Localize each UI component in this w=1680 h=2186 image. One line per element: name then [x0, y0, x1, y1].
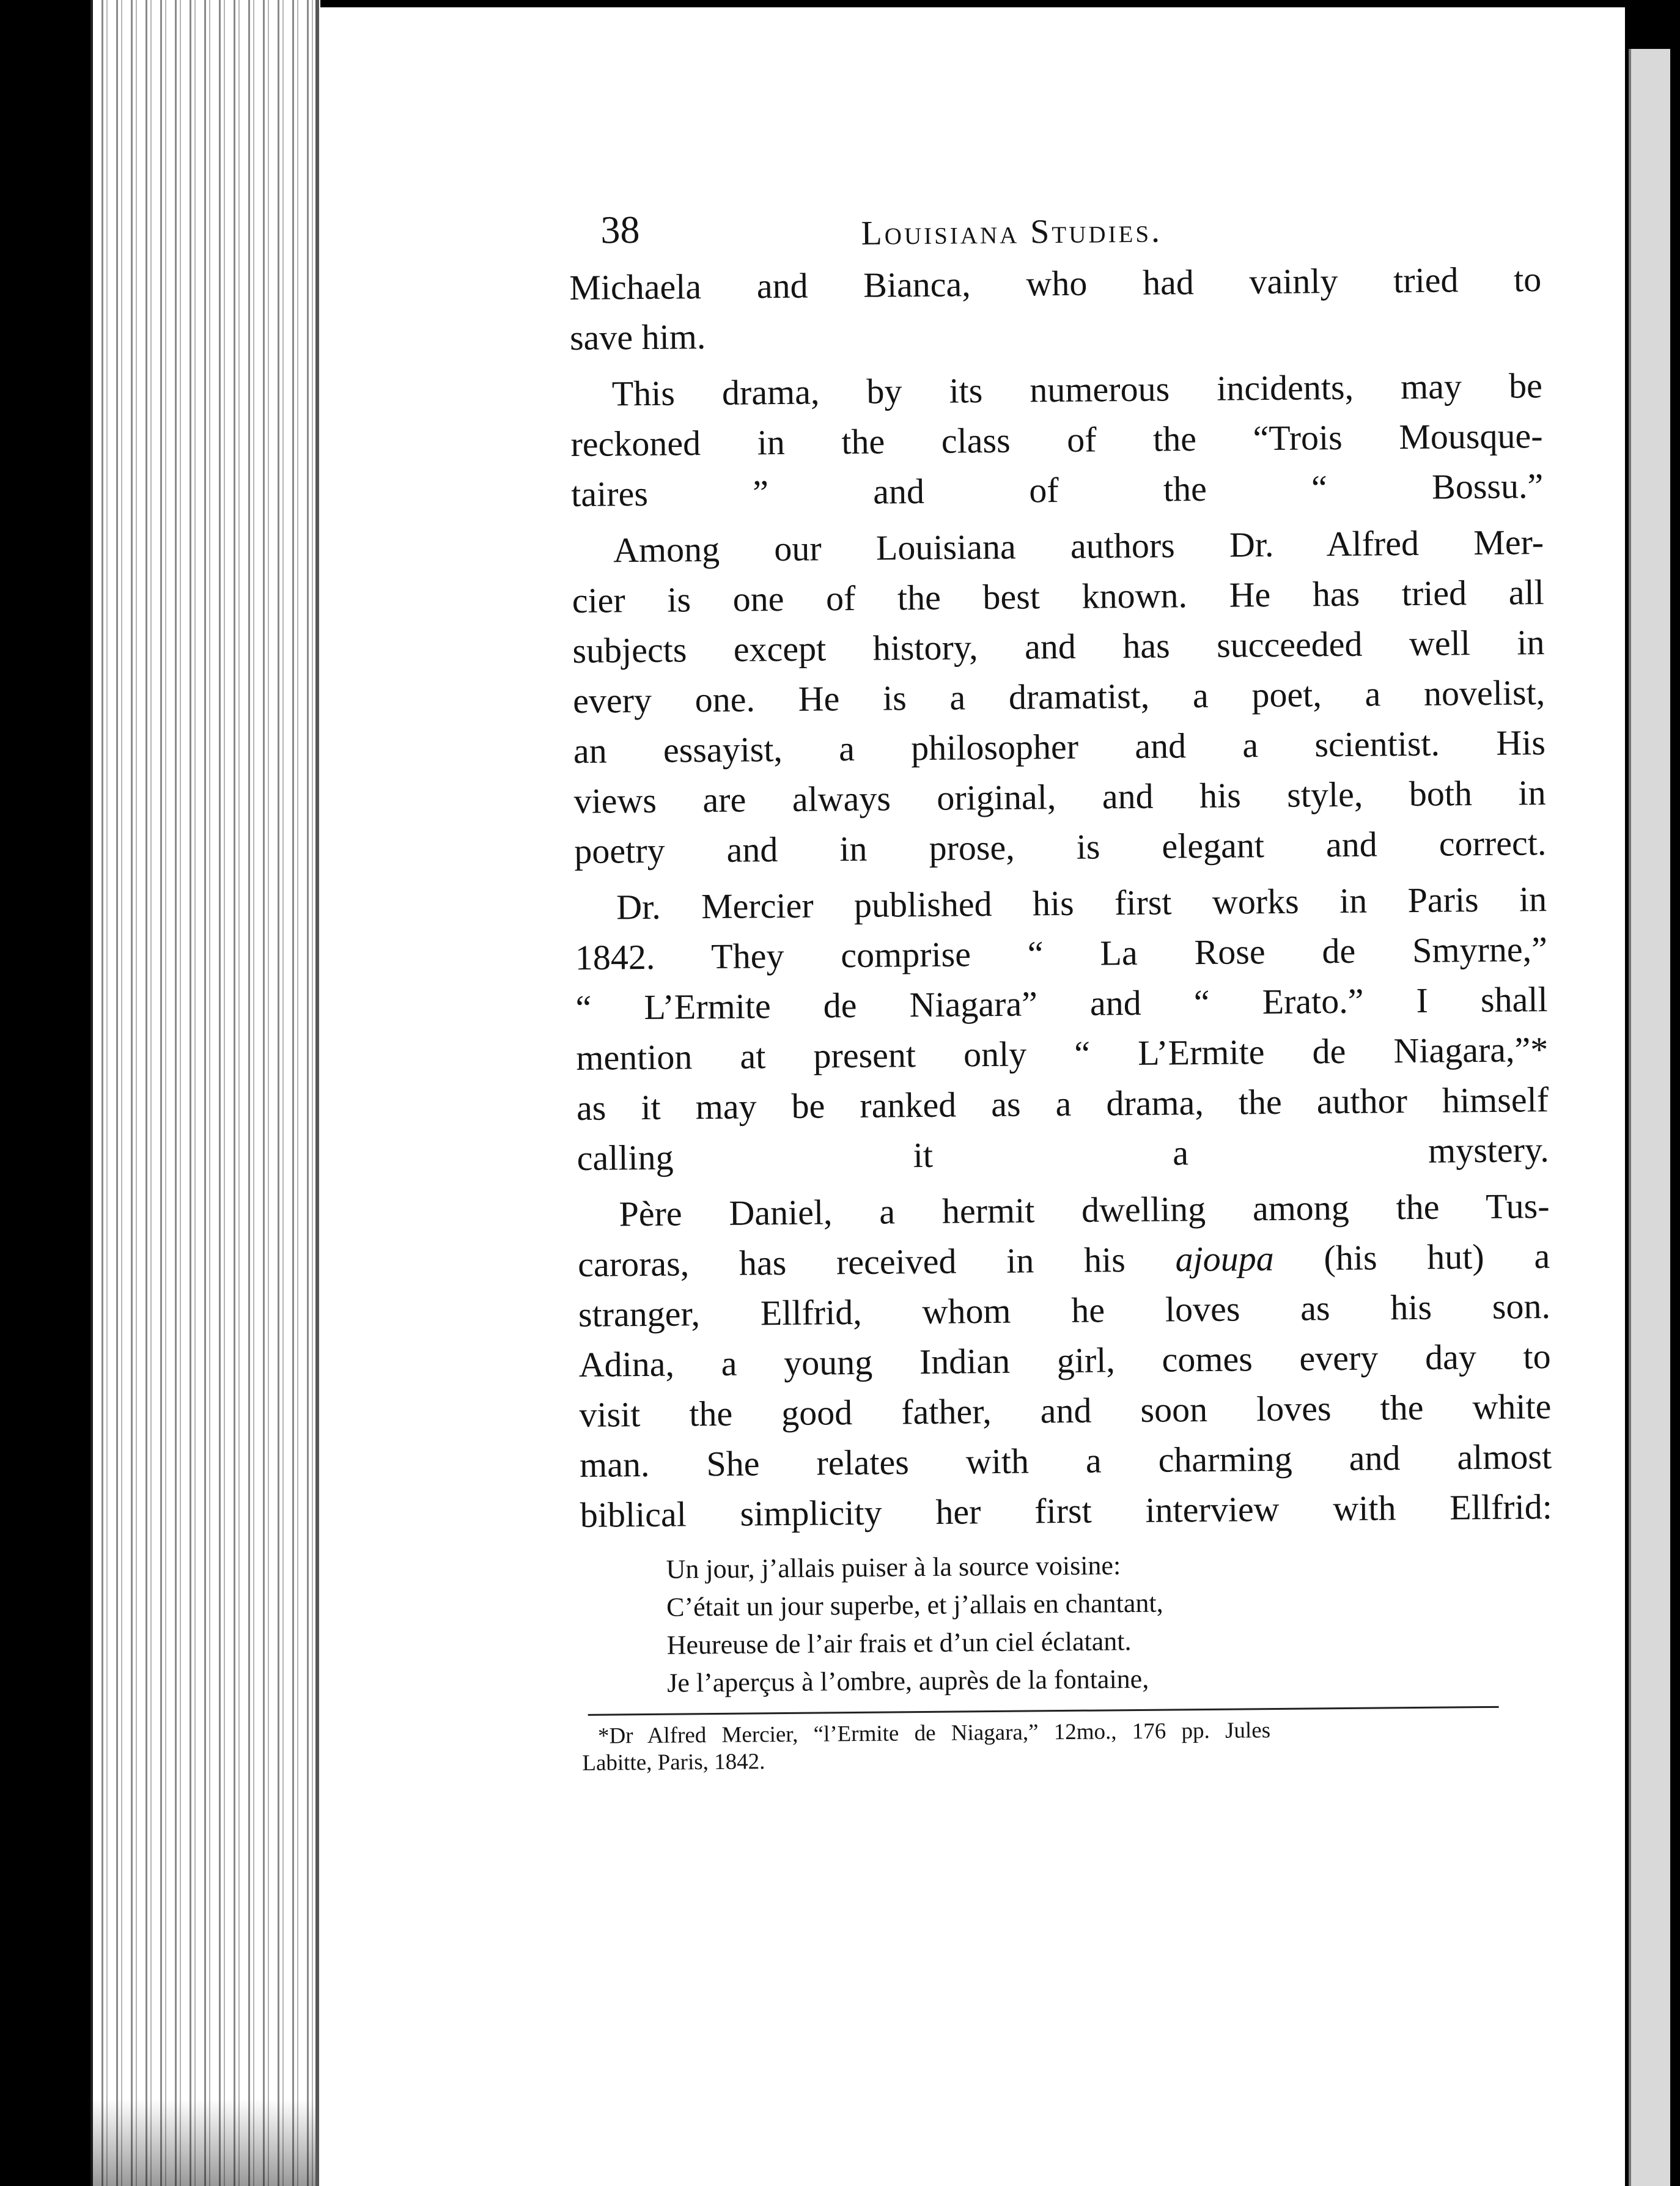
- text-line: “ L’Ermite de Niagara” and “ Erato.” I shall: [575, 979, 1548, 1028]
- text-line: mention at present only “ L’Ermite de Niagara,”*: [576, 1029, 1549, 1078]
- verse-line: Un jour, j’allais puiser à la source voisine:: [666, 1550, 1121, 1584]
- running-head-title: Louisiana Studies.: [861, 212, 1163, 252]
- footnote-line: Labitte, Paris, 1842.: [582, 1749, 765, 1776]
- text-line: Père Daniel, a hermit dwelling among the Tus-: [619, 1186, 1550, 1234]
- footnote: [582, 1715, 1555, 1777]
- text-line: taires ” and of the “ Bossu.”: [570, 466, 1544, 514]
- text-line: reckoned in the class of the “Trois Mousque-: [570, 416, 1543, 464]
- text-line: views are always original, and his style, both in: [573, 773, 1546, 821]
- text-line: poetry and in prose, is elegant and correct.: [574, 823, 1547, 871]
- text-line: Michaela and Bianca, who had vainly tried to: [569, 259, 1542, 307]
- text-line: as it may be ranked as a drama, the author himself: [576, 1080, 1549, 1128]
- next-page-edge: [1629, 49, 1670, 2186]
- text-line: 1842. They comprise “ La Rose de Smyrne,”: [575, 929, 1548, 977]
- text-line: subjects except history, and has succeeded well in: [572, 622, 1545, 671]
- paragraph-4: [575, 874, 1549, 1183]
- text-line: save him.: [569, 317, 706, 358]
- text-line-with-italic: [578, 1231, 1550, 1290]
- verse-line: Je l’aperçus à l’ombre, auprès de la fontaine,: [667, 1663, 1149, 1698]
- text-line: an essayist, a philosopher and a scientist. His: [573, 723, 1546, 771]
- text-line: Dr. Mercier published his first works in Paris in: [616, 879, 1547, 927]
- text-line: biblical simplicity her first interview with Ellfrid:: [580, 1487, 1553, 1535]
- paragraph-1: [569, 254, 1542, 363]
- text-line: This drama, by its numerous incidents, may be: [611, 366, 1543, 414]
- text-fragment: (his hut) a: [1324, 1236, 1550, 1278]
- verse-line: Heureuse de l’air frais et d’un ciel éclatant.: [666, 1626, 1132, 1660]
- running-head: [569, 187, 1541, 263]
- page-number: 38: [600, 207, 640, 252]
- text-line: calling it a mystery.: [577, 1130, 1549, 1178]
- paragraph-2: [570, 361, 1543, 520]
- footnote-rule: [588, 1706, 1499, 1716]
- text-line: man. She relates with a charming and almost: [579, 1437, 1552, 1485]
- text-line: Adina, a young Indian girl, comes every day to: [578, 1336, 1551, 1385]
- text-line: stranger, Ellfrid, whom he loves as his son.: [578, 1286, 1551, 1334]
- page-gutter-line: [315, 0, 319, 2186]
- footnote-line: *Dr Alfred Mercier, “l’Ermite de Niagara,” 12mo., 176 pp. Jules: [597, 1718, 1271, 1749]
- text-line: Among our Louisiana authors Dr. Alfred Mer-: [613, 522, 1544, 570]
- verse-line: C’était un jour superbe, et j’allais en chantant,: [666, 1588, 1163, 1622]
- scan-left-border: [0, 0, 90, 2186]
- text-line: cier is one of the best known. He has tried all: [572, 572, 1545, 620]
- paragraph-3: [572, 517, 1547, 877]
- text-line: visit the good father, and soon loves the white: [579, 1386, 1552, 1435]
- italic-term-ajoupa: ajoupa: [1175, 1238, 1274, 1279]
- text-fragment: caroras, has received in his: [577, 1240, 1126, 1284]
- paragraph-5: [577, 1181, 1552, 1540]
- text-block: [569, 187, 1555, 1777]
- text-line: every one. He is a dramatist, a poet, a novelist,: [572, 672, 1546, 721]
- page-edges-shade: [90, 0, 318, 2186]
- verse-quotation: [580, 1543, 1553, 1703]
